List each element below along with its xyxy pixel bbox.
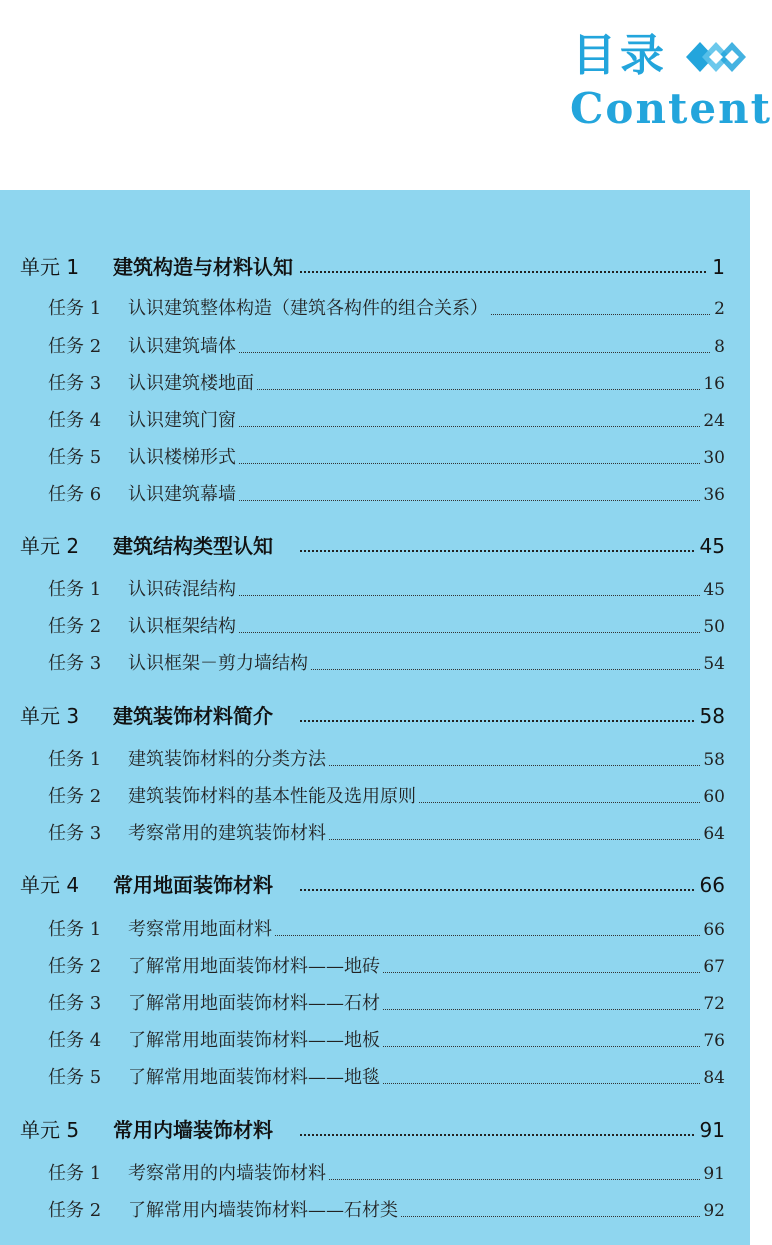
page-number: 16 [700,369,725,399]
page-number: 54 [700,649,725,679]
task-number: 任务 6 [48,484,102,505]
task-number: 任务 2 [48,956,102,977]
dot-leader [200,500,710,501]
toc-task-row[interactable] [0,369,750,399]
task-number: 任务 2 [48,616,102,637]
task-number: 任务 2 [48,336,102,357]
page-number: 76 [700,1026,725,1056]
task-title: 考察常用地面材料 [128,915,274,945]
unit-number: 单元 3 [20,704,80,728]
toc-list [0,190,750,1245]
toc-header [0,0,772,190]
toc-task-row[interactable] [0,989,750,1019]
page-number: 45 [696,531,725,561]
toc-task-row[interactable] [0,443,750,473]
page-number: 45 [700,575,725,605]
dot-leader [200,595,710,596]
toc-unit-row[interactable] [0,531,750,561]
toc-task-row[interactable] [0,1159,750,1189]
dot-leader [200,935,710,936]
page-number: 67 [700,952,725,982]
task-title: 认识楼梯形式 [128,443,238,473]
toc-task-row[interactable] [0,575,750,605]
task-title: 认识建筑楼地面 [128,369,256,399]
unit-title: 建筑装饰材料简介 [113,701,277,731]
toc-task-row[interactable] [0,332,750,362]
task-title: 了解常用地面装饰材料——地砖 [128,952,382,982]
toc-unit-row[interactable] [0,1115,750,1145]
task-title: 了解常用内墙装饰材料——石材类 [128,1196,400,1226]
toc-task-row[interactable] [0,952,750,982]
unit-title: 常用内墙装饰材料 [113,1115,277,1145]
page-number: 60 [700,782,725,812]
task-number: 任务 3 [48,823,102,844]
toc-unit-row[interactable] [0,870,750,900]
page-number: 8 [711,332,725,362]
unit-title: 建筑结构类型认知 [113,531,277,561]
task-number: 任务 2 [48,1200,102,1221]
page-number: 24 [700,406,725,436]
task-title: 建筑装饰材料的分类方法 [128,745,328,775]
dot-leader [200,426,710,427]
dot-leader [200,632,710,633]
task-number: 任务 1 [48,919,102,940]
task-number: 任务 3 [48,993,102,1014]
diamond-pattern-icon [686,40,750,74]
task-title: 认识建筑整体构造（建筑各构件的组合关系） [128,294,490,324]
toc-task-row[interactable] [0,915,750,945]
unit-title: 常用地面装饰材料 [113,870,277,900]
task-title: 认识建筑门窗 [128,406,238,436]
page-number: 66 [700,915,725,945]
page-number: 58 [700,745,725,775]
task-number: 任务 1 [48,579,102,600]
page-title-english: Content [570,84,772,133]
toc-task-row[interactable] [0,294,750,324]
page-number: 64 [700,819,725,849]
page-number: 66 [696,870,725,900]
task-number: 任务 5 [48,447,102,468]
page-number: 58 [696,701,725,731]
dot-leader [200,352,710,353]
dot-leader [300,271,710,273]
task-title: 建筑装饰材料的基本性能及选用原则 [128,782,418,812]
dot-leader [200,389,710,390]
toc-unit-row[interactable] [0,252,750,282]
page-number: 92 [700,1196,725,1226]
task-title: 了解常用地面装饰材料——地毯 [128,1063,382,1093]
task-title: 认识框架结构 [128,612,238,642]
task-number: 任务 3 [48,653,102,674]
task-number: 任务 4 [48,1030,102,1051]
page-number: 36 [700,480,725,510]
unit-number: 单元 1 [20,255,80,279]
toc-task-row[interactable] [0,612,750,642]
toc-task-row[interactable] [0,745,750,775]
task-title: 认识框架－剪力墙结构 [128,649,310,679]
task-number: 任务 3 [48,373,102,394]
page-number: 2 [711,294,725,324]
unit-number: 单元 5 [20,1118,80,1142]
toc-task-row[interactable] [0,782,750,812]
page-number: 91 [700,1159,725,1189]
task-title: 考察常用的建筑装饰材料 [128,819,328,849]
page-number: 1 [708,252,725,282]
task-title: 认识建筑幕墙 [128,480,238,510]
task-title: 考察常用的内墙装饰材料 [128,1159,328,1189]
task-number: 任务 1 [48,298,102,319]
page-title: 目录 [572,30,668,81]
toc-task-row[interactable] [0,1063,750,1093]
task-number: 任务 4 [48,410,102,431]
page-number: 30 [700,443,725,473]
toc-task-row[interactable] [0,649,750,679]
task-number: 任务 1 [48,749,102,770]
toc-unit-row[interactable] [0,701,750,731]
toc-task-row[interactable] [0,819,750,849]
task-number: 任务 2 [48,786,102,807]
toc-task-row[interactable] [0,480,750,510]
dot-leader [200,463,710,464]
unit-number: 单元 2 [20,534,80,558]
toc-task-row[interactable] [0,1196,750,1226]
toc-task-row[interactable] [0,406,750,436]
page-number: 50 [700,612,725,642]
unit-number: 单元 4 [20,873,80,897]
task-title: 认识砖混结构 [128,575,238,605]
dot-leader [300,550,710,552]
page-number: 72 [700,989,725,1019]
toc-task-row[interactable] [0,1026,750,1056]
task-number: 任务 1 [48,1163,102,1184]
page-number: 91 [696,1115,725,1145]
dot-leader [300,720,710,722]
task-title: 了解常用地面装饰材料——地板 [128,1026,382,1056]
unit-title: 建筑构造与材料认知 [113,252,297,282]
page-number: 84 [700,1063,725,1093]
dot-leader [300,889,710,891]
task-title: 认识建筑墙体 [128,332,238,362]
task-title: 了解常用地面装饰材料——石材 [128,989,382,1019]
dot-leader [300,1134,710,1136]
task-number: 任务 5 [48,1067,102,1088]
